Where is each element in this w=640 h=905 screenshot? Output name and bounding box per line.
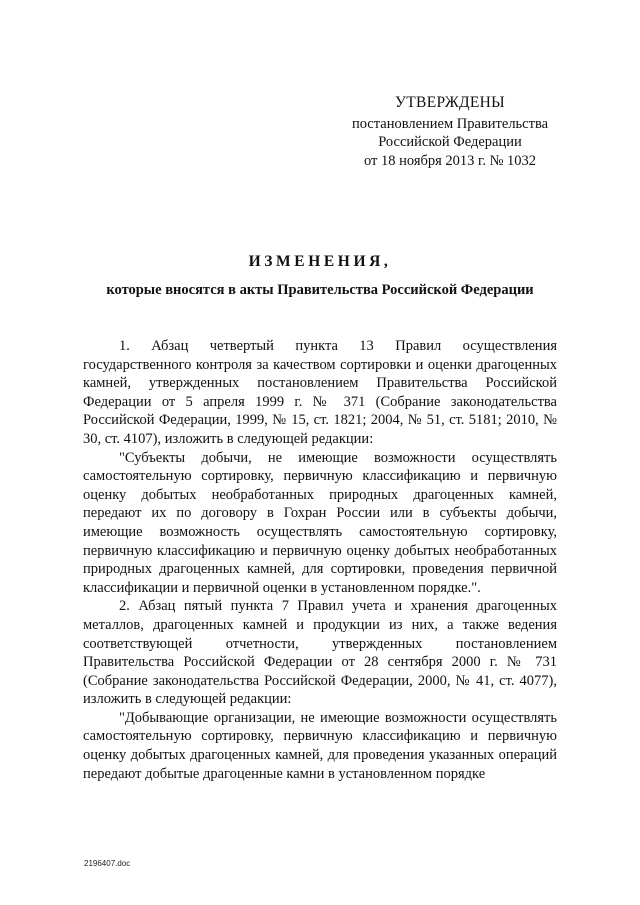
approval-block xyxy=(300,94,600,170)
document-title: ИЗМЕНЕНИЯ, xyxy=(248,253,392,270)
paragraph-item-2: 2. Абзац пятый пункта 7 Правил учета и хранения драгоценных металлов, драгоценных камней и продукции из них, а также ведения соответствующей отчетности, утвержденных постановлением Правительства Российской Федерации от 28 сентября 2000 г. № 731 (Собрание законодательства Российской Федерации, 2000, № 41, ст. 4077), изложить в следующей редакции: xyxy=(83,598,557,708)
approval-line-date: от 18 ноября 2013 г. № 1032 xyxy=(363,152,537,169)
document-body xyxy=(83,337,557,783)
paragraph-quote-2: "Добывающие организации, не имеющие возможности осуществлять самостоятельную сортировку, первичную классификацию и первичную оценку добытых драгоценных камней, для проведения указанных операций передают добытые драгоценные камни в установленном порядке xyxy=(83,709,557,782)
approved-label: УТВЕРЖДЕНЫ xyxy=(395,94,505,111)
paragraph-quote-1: "Субъекты добычи, не имеющие возможности осуществлять самостоятельную сортировку, первичную классификацию и первичную оценку добытых необработанных природных драгоценных камней, передают их по договору в Гохран России или в субъекты добычи, имеющие возможность осуществлять самостоятельную сортировку, первичную классификацию и первичную оценку добытых необработанных природных драгоценных камней, для сортировки, проведения первичной классификации и первичной оценки в установленном порядке.". xyxy=(83,449,557,596)
approval-line-resolution: постановлением Правительства xyxy=(351,115,549,132)
approval-line-federation: Российской Федерации xyxy=(378,134,522,150)
paragraph-item-1: 1. Абзац четвертый пункта 13 Правил осуществления государственного контроля за качеством сортировки и оценки драгоценных камней, утвержденных постановлением Правительства Российской Федерации от 5 апреля 1999 г. № 371 (Собрание законодательства Российской Федерации, 1999, № 15, ст. 1821; 2004, № 51, ст. 5181; 2010, № 30, ст. 4107), изложить в следующей редакции: xyxy=(83,338,557,447)
document-file-code: 2196407.doc xyxy=(84,859,131,868)
document-subtitle: которые вносятся в акты Правительства Российской Федерации xyxy=(106,282,534,298)
